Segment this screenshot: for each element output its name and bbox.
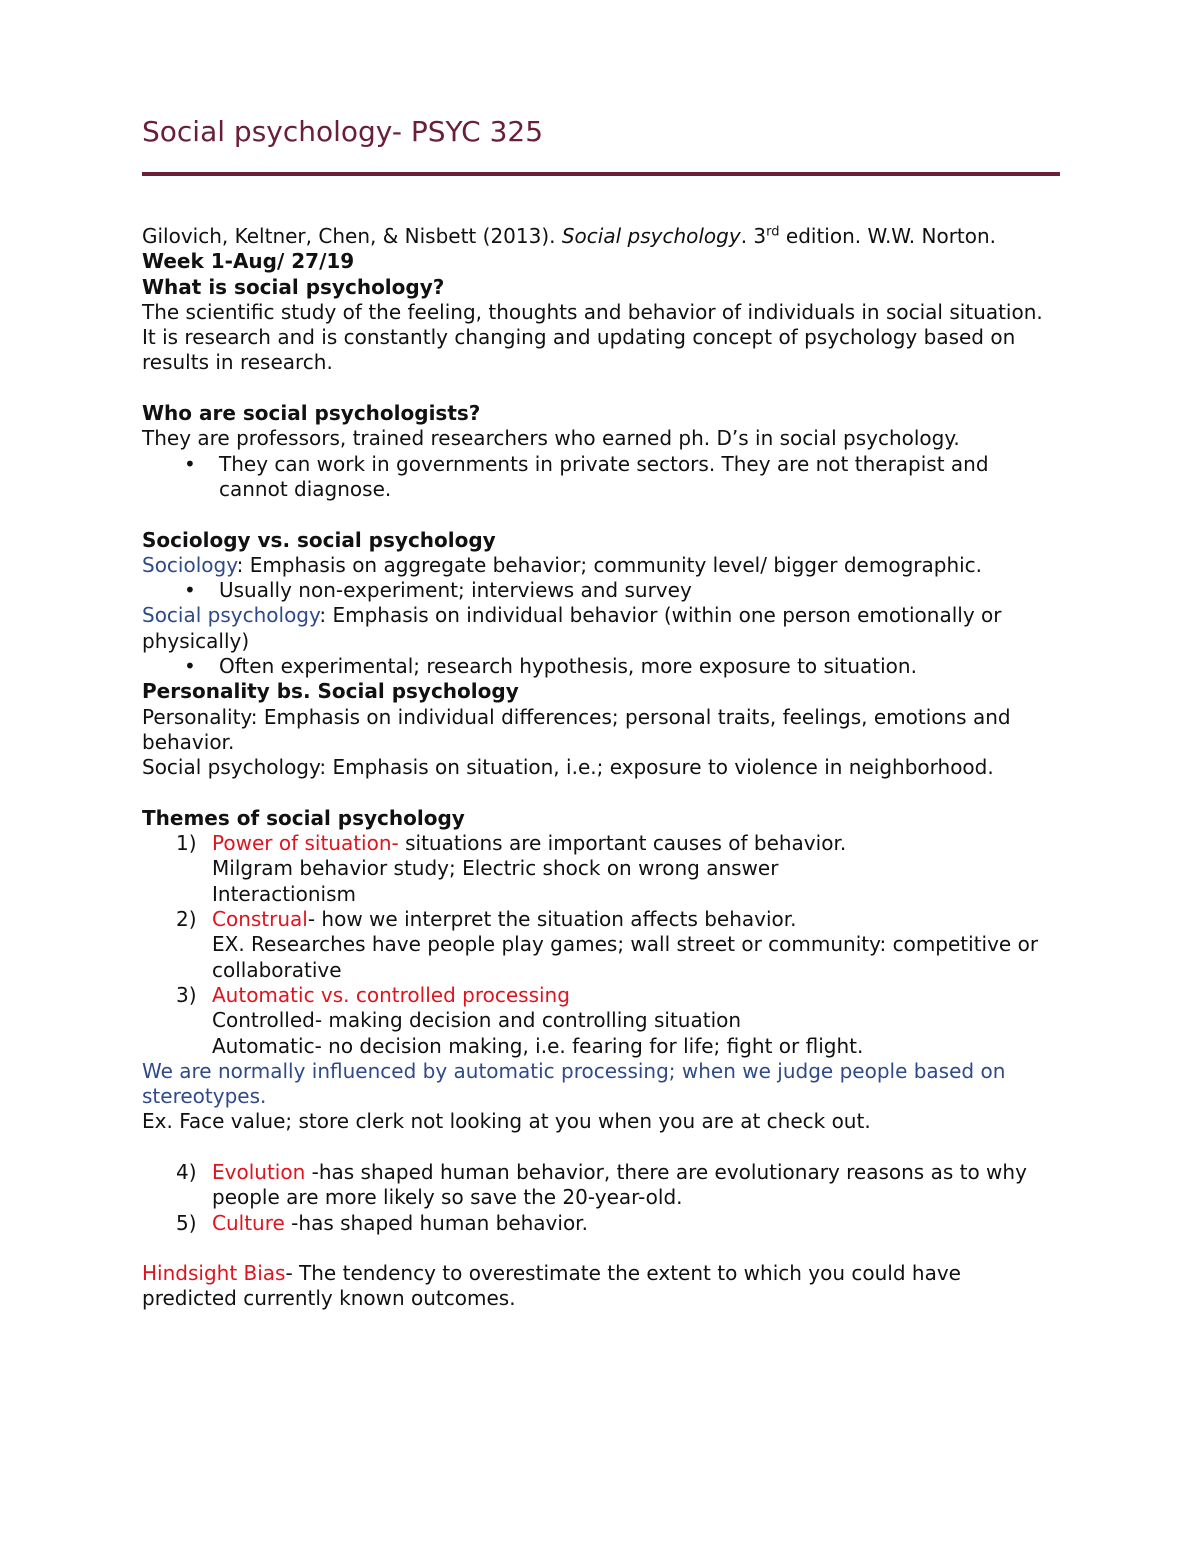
list-number: 1): [176, 831, 197, 856]
example-note: Ex. Face value; store clerk not looking at you when you are at check out.: [142, 1109, 871, 1134]
theme-detail: Milgram behavior study; Electric shock on wrong answer: [212, 856, 779, 881]
list-item: • Often experimental; research hypothesis, more exposure to situation.: [142, 654, 1060, 679]
automatic-processing-note: We are normally influenced by automatic processing; when we judge people based on stereotypes.: [142, 1058, 1006, 1109]
personality-heading: Personality bs. Social psychology: [142, 679, 519, 704]
citation-publisher: edition. W.W. Norton.: [779, 224, 997, 248]
list-item: [142, 1160, 1060, 1211]
theme-text: -has shaped human behavior.: [284, 1210, 588, 1235]
theme-term: Automatic vs. controlled processing: [212, 982, 570, 1007]
spacer: [142, 502, 1060, 527]
citation-authors: Gilovich, Keltner, Chen, & Nisbett (2013).: [142, 224, 562, 248]
theme-text: - how we interpret the situation affects behavior.: [307, 907, 797, 932]
what-is-text: The scientific study of the feeling, thoughts and behavior of individuals in social situation. It is research and is constantly changing and updating concept of psychology based on results in research.: [142, 299, 1043, 375]
list-number: 5): [176, 1210, 197, 1235]
personality-social-text: Social psychology: Emphasis on situation, i.e.; exposure to violence in neighborhood.: [142, 755, 994, 780]
themes-list: [142, 831, 1060, 1059]
theme-detail: Interactionism: [212, 881, 356, 906]
social-psych-list: [142, 654, 1060, 679]
spacer: [142, 781, 1060, 806]
list-item: [142, 1211, 1060, 1236]
themes-list-continued: [142, 1160, 1060, 1236]
list-item: [142, 907, 1060, 983]
sociology-list: [142, 578, 1060, 603]
list-item: [142, 831, 1060, 907]
title-rule: [142, 172, 1060, 176]
page-title: Social psychology- PSYC 325: [142, 115, 544, 148]
list-number: 3): [176, 982, 197, 1007]
theme-detail: EX. Researches have people play games; wall street or community: competitive or collaborative: [212, 932, 1039, 982]
citation-book: Social psychology: [561, 224, 741, 248]
hindsight-term: Hindsight Bias: [142, 1261, 286, 1286]
theme-term: Power of situation-: [212, 831, 399, 856]
social-psych-term: Social psychology: [142, 603, 320, 628]
document-page: [142, 112, 1060, 1312]
social-psych-text: : Emphasis on individual behavior (within one person emotionally or physically): [142, 603, 1002, 653]
list-item: [142, 983, 1060, 1059]
list-item: • Usually non-experiment; interviews and survey: [142, 578, 1060, 603]
theme-text: situations are important causes of behavior.: [398, 831, 847, 856]
theme-term: Culture: [212, 1210, 285, 1235]
hindsight-bias: [142, 1261, 1060, 1312]
week-heading: Week 1-Aug/ 27/19: [142, 249, 355, 274]
theme-text: -has shaped human behavior, there are evolutionary reasons as to why people are more likely so save the 20-year-old.: [212, 1159, 1027, 1210]
spacer: [142, 1236, 1060, 1261]
citation-edition: . 3: [740, 224, 767, 248]
theme-term: Evolution: [212, 1159, 306, 1184]
citation-edition-sup: rd: [766, 224, 780, 240]
citation: [142, 224, 1060, 249]
who-are-list: [142, 452, 1060, 503]
spacer: [142, 376, 1060, 401]
spacer: [142, 1135, 1060, 1160]
hindsight-text: - The tendency to overestimate the extent to which you could have predicted currently known outcomes.: [142, 1261, 961, 1311]
sociology-heading: Sociology vs. social psychology: [142, 527, 496, 552]
theme-detail: Automatic- no decision making, i.e. fearing for life; fight or flight.: [212, 1033, 864, 1058]
sociology-definition: [142, 553, 1060, 578]
list-item: • They can work in governments in private sectors. They are not therapist and cannot diagnose.: [142, 452, 1060, 503]
themes-heading: Themes of social psychology: [142, 805, 465, 830]
list-number: 2): [176, 907, 197, 932]
list-number: 4): [176, 1159, 197, 1184]
who-are-heading: Who are social psychologists?: [142, 401, 481, 426]
personality-text: Personality: Emphasis on individual differences; personal traits, feelings, emotions and behavior.: [142, 704, 1011, 754]
social-psych-definition: [142, 603, 1060, 654]
what-is-heading: What is social psychology?: [142, 274, 445, 299]
sociology-term: Sociology: [142, 552, 237, 577]
theme-detail: Controlled- making decision and controlling situation: [212, 1008, 742, 1033]
theme-term: Construal: [212, 907, 308, 932]
who-are-text: They are professors, trained researchers who earned ph. D’s in social psychology.: [142, 426, 960, 451]
sociology-text: : Emphasis on aggregate behavior; community level/ bigger demographic.: [236, 552, 983, 577]
